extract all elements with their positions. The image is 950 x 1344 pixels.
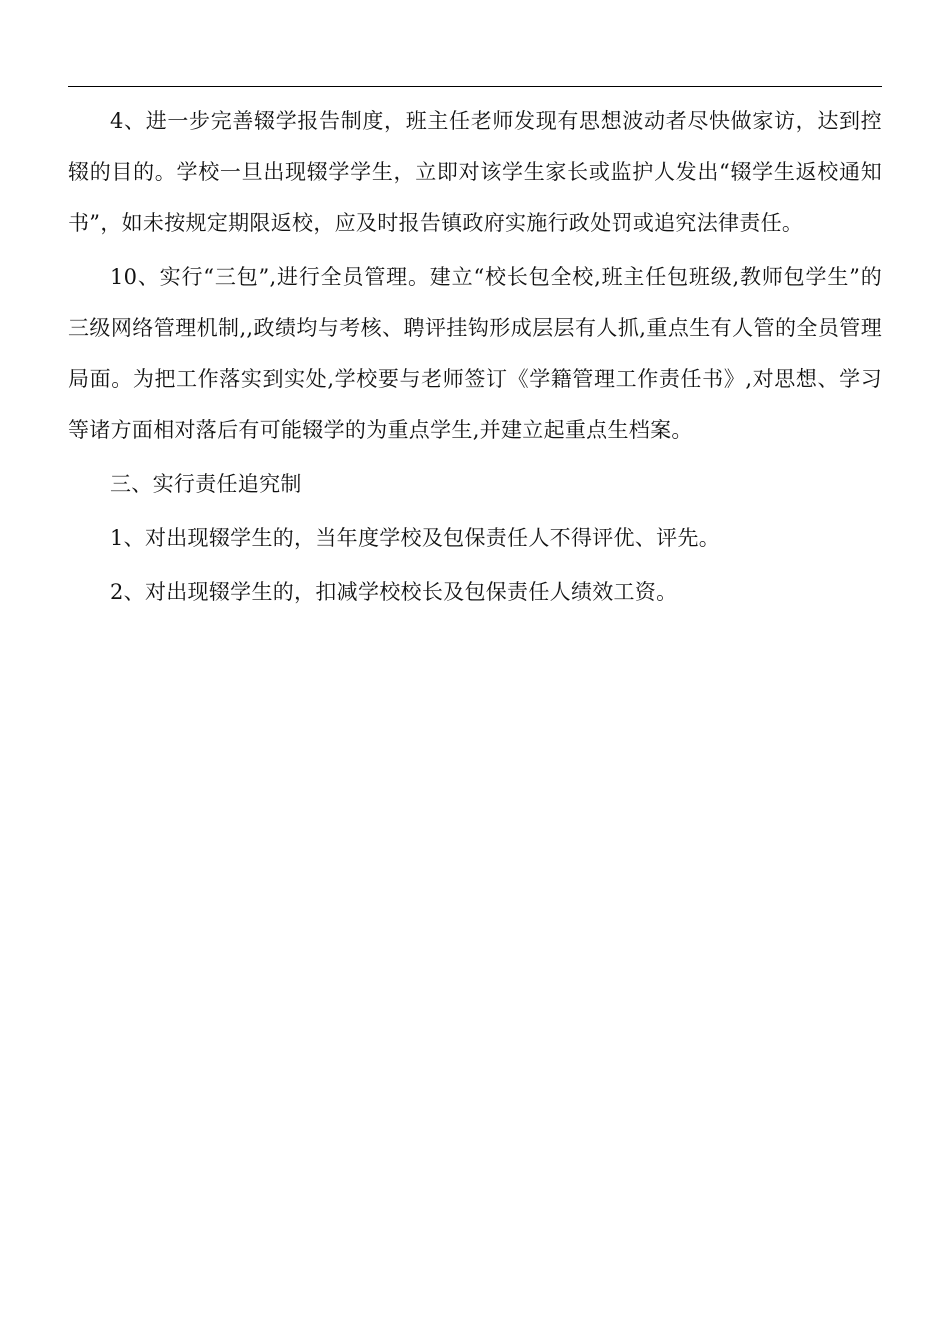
paragraph-accountability-1: 1、对出现辍学生的，当年度学校及包保责任人不得评优、评先。 xyxy=(110,526,721,550)
paragraph-accountability-2: 2、对出现辍学生的，扣减学校校长及包保责任人绩效工资。 xyxy=(110,580,678,604)
section-heading-accountability: 三、实行责任追究制 xyxy=(110,472,302,496)
paragraph-dropout-report: 4、进一步完善辍学报告制度，班主任老师发现有思想波动者尽快做家访，达到控辍的目的。学校一旦出现辍学学生，立即对该学生家长或监护人发出“辍学生返校通知书”，如未按规定期限返校，应及时报告镇政府实施行政处罚或追究法律责任。 xyxy=(68,109,882,235)
paragraph-three-guarantees: 10、实行“三包”,进行全员管理。建立“校长包全校,班主任包班级,教师包学生”的三级网络管理机制,,政绩均与考核、聘评挂钩形成层层有人抓,重点生有人管的全员管理局面。为把工作落实到实处,学校要与老师签订《学籍管理工作责任书》,对思想、学习等诸方面相对落后有可能辍学的为重点学生,并建立起重点生档案。 xyxy=(68,265,883,442)
document-body xyxy=(68,96,882,618)
header-rule xyxy=(68,86,882,87)
